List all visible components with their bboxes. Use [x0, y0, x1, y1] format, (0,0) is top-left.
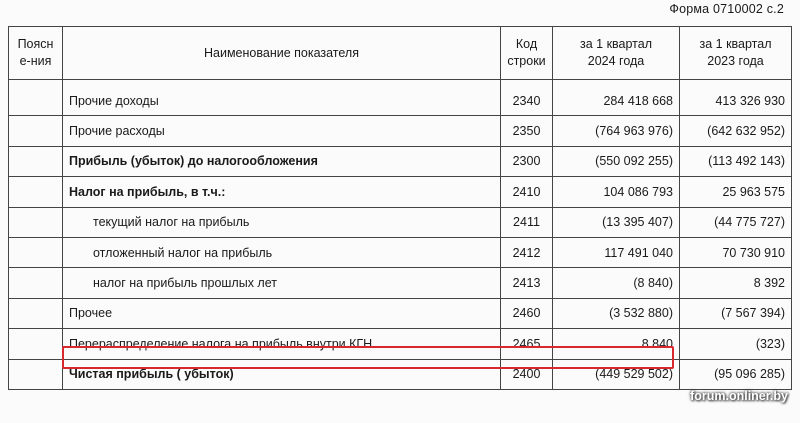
watermark: forum.onliner.by	[690, 389, 788, 403]
header-indicator-name: Наименование показателя	[63, 27, 501, 80]
cell-code: 2340	[501, 80, 553, 116]
cell-name: отложенный налог на прибыль	[63, 237, 501, 267]
table-row	[9, 177, 792, 207]
table-row	[9, 80, 792, 116]
cell-current: 8 840	[553, 329, 680, 359]
cell-current: 284 418 668	[553, 80, 680, 116]
header-period-previous: за 1 квартал 2023 года	[680, 27, 792, 80]
cell-code: 2350	[501, 116, 553, 146]
cell-name: Прочие расходы	[63, 116, 501, 146]
cell-name: Перераспределение налога на прибыль внутри КГН	[63, 329, 501, 359]
cell-explanation	[9, 268, 63, 298]
cell-current: (764 963 976)	[553, 116, 680, 146]
table-header-row	[9, 27, 792, 80]
cell-previous: (642 632 952)	[680, 116, 792, 146]
cell-previous: 25 963 575	[680, 177, 792, 207]
table-row	[9, 116, 792, 146]
table-row	[9, 268, 792, 298]
table-row	[9, 146, 792, 176]
cell-name: Прибыль (убыток) до налогообложения	[63, 146, 501, 176]
cell-previous: 8 392	[680, 268, 792, 298]
cell-previous: 70 730 910	[680, 237, 792, 267]
cell-current: (13 395 407)	[553, 207, 680, 237]
cell-code: 2460	[501, 298, 553, 328]
cell-code: 2410	[501, 177, 553, 207]
header-period-current: за 1 квартал 2024 года	[553, 27, 680, 80]
cell-explanation	[9, 207, 63, 237]
cell-current: (3 532 880)	[553, 298, 680, 328]
cell-code: 2412	[501, 237, 553, 267]
cell-explanation	[9, 329, 63, 359]
cell-explanation	[9, 237, 63, 267]
cell-current: 104 086 793	[553, 177, 680, 207]
cell-name: Налог на прибыль, в т.ч.:	[63, 177, 501, 207]
table-row	[9, 359, 792, 389]
cell-name: текущий налог на прибыль	[63, 207, 501, 237]
cell-current: 117 491 040	[553, 237, 680, 267]
cell-previous: (44 775 727)	[680, 207, 792, 237]
header-line-code: Код строки	[501, 27, 553, 80]
cell-code: 2413	[501, 268, 553, 298]
table-row	[9, 207, 792, 237]
cell-code: 2465	[501, 329, 553, 359]
cell-code: 2411	[501, 207, 553, 237]
table-row	[9, 329, 792, 359]
cell-code: 2400	[501, 359, 553, 389]
cell-name: Чистая прибыль ( убыток)	[63, 359, 501, 389]
cell-explanation	[9, 298, 63, 328]
cell-previous: (323)	[680, 329, 792, 359]
cell-explanation	[9, 146, 63, 176]
cell-name: Прочие доходы	[63, 80, 501, 116]
financial-results-table	[8, 26, 792, 390]
table-row	[9, 237, 792, 267]
cell-explanation	[9, 177, 63, 207]
cell-previous: (113 492 143)	[680, 146, 792, 176]
cell-previous: 413 326 930	[680, 80, 792, 116]
cell-previous: (95 096 285)	[680, 359, 792, 389]
cell-explanation	[9, 80, 63, 116]
cell-current: (449 529 502)	[553, 359, 680, 389]
cell-current: (550 092 255)	[553, 146, 680, 176]
cell-current: (8 840)	[553, 268, 680, 298]
form-reference: Форма 0710002 с.2	[669, 2, 784, 16]
cell-previous: (7 567 394)	[680, 298, 792, 328]
table-row	[9, 298, 792, 328]
header-explanation: Поясн е-ния	[9, 27, 63, 80]
cell-name: Прочее	[63, 298, 501, 328]
cell-code: 2300	[501, 146, 553, 176]
cell-explanation	[9, 359, 63, 389]
cell-explanation	[9, 116, 63, 146]
cell-name: налог на прибыль прошлых лет	[63, 268, 501, 298]
